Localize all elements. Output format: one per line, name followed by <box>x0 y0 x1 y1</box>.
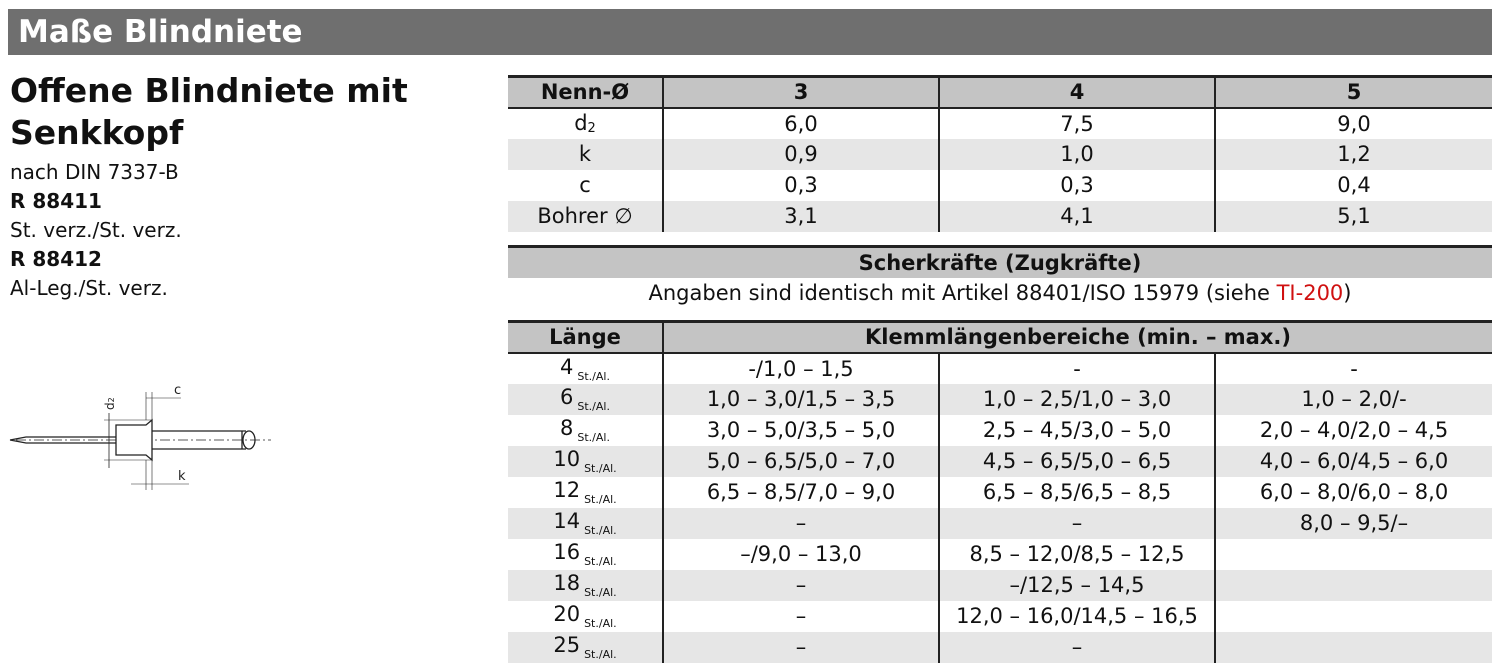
table-cell: - <box>939 353 1215 384</box>
shear-note: Angaben sind identisch mit Artikel 88401/ISO 15979 (siehe TI-200) <box>648 281 1352 305</box>
table-cell: 12,0 – 16,0/14,5 – 16,5 <box>939 601 1215 632</box>
table-cell: 5,1 <box>1215 201 1492 232</box>
dimensions-header-row <box>508 77 1492 108</box>
header-size-3: 3 <box>663 77 939 108</box>
length-cell: 18 $_{St./Al.}$ <box>508 570 663 601</box>
table-cell: 1,0 <box>939 139 1215 170</box>
table-cell: – <box>663 508 939 539</box>
table-cell: 8,0 – 9,5/– <box>1215 508 1492 539</box>
length-cell: 16 $_{St./Al.}$ <box>553 540 617 568</box>
product-norm: nach DIN 7337-B <box>10 160 179 184</box>
table-cell <box>1215 601 1492 632</box>
row-label: Bohrer ∅ <box>508 201 663 232</box>
table-cell: 2,5 – 4,5/3,0 – 5,0 <box>939 415 1215 446</box>
grip-range-table <box>508 320 1492 663</box>
table-cell: 4,5 – 6,5/5,0 – 6,5 <box>939 446 1215 477</box>
variant1-material: St. verz./St. verz. <box>10 218 182 242</box>
header-grip-range: Klemmlängenbereiche (min. – max.) <box>663 322 1492 353</box>
diagram-label-k: k <box>178 469 186 484</box>
shear-note-row <box>508 278 1492 309</box>
table-row <box>508 108 1492 139</box>
table-row <box>508 415 1492 446</box>
table-cell: 3,0 – 5,0/3,5 – 5,0 <box>663 415 939 446</box>
table-row <box>508 539 1492 570</box>
length-cell: 10 $_{St./Al.}$ <box>508 446 663 477</box>
row-label: k <box>508 139 663 170</box>
table-cell: 7,5 <box>939 108 1215 139</box>
table-row <box>508 139 1492 170</box>
header-size-5: 5 <box>1215 77 1492 108</box>
table-cell <box>1215 539 1492 570</box>
length-cell: 12 $_{St./Al.}$ <box>553 478 617 506</box>
table-cell: –/12,5 – 14,5 <box>939 570 1215 601</box>
length-cell: 14 $_{St./Al.}$ <box>508 508 663 539</box>
table-cell: 1,0 – 2,0/- <box>1215 384 1492 415</box>
table-cell: 9,0 <box>1215 108 1492 139</box>
table-cell: 0,4 <box>1215 170 1492 201</box>
table-row <box>508 353 1492 384</box>
table-row <box>508 632 1492 663</box>
table-cell: 4,0 – 6,0/4,5 – 6,0 <box>1215 446 1492 477</box>
section-banner <box>8 9 1492 55</box>
table-cell: 5,0 – 6,5/5,0 – 7,0 <box>663 446 939 477</box>
table-row <box>508 201 1492 232</box>
table-cell: 1,0 – 2,5/1,0 – 3,0 <box>939 384 1215 415</box>
table-row <box>508 477 1492 508</box>
table-cell: 6,0 <box>663 108 939 139</box>
row-label: d2 <box>574 111 596 136</box>
table-cell: 3,1 <box>663 201 939 232</box>
shear-header: Scherkräfte (Zugkräfte) <box>508 247 1492 278</box>
table-row <box>508 446 1492 477</box>
table-cell: 0,3 <box>663 170 939 201</box>
table-row <box>508 508 1492 539</box>
length-cell: 25 $_{St./Al.}$ <box>508 632 663 663</box>
table-cell: – <box>939 632 1215 663</box>
table-cell: – <box>663 632 939 663</box>
table-cell: –/9,0 – 13,0 <box>663 539 939 570</box>
table-row <box>508 601 1492 632</box>
table-cell <box>1215 570 1492 601</box>
length-cell: 20 $_{St./Al.}$ <box>553 602 617 630</box>
table-cell: 6,0 – 8,0/6,0 – 8,0 <box>1215 477 1492 508</box>
table-row <box>508 570 1492 601</box>
table-cell: 1,0 – 3,0/1,5 – 3,5 <box>663 384 939 415</box>
table-cell: - <box>1215 353 1492 384</box>
table-cell: 6,5 – 8,5/6,5 – 8,5 <box>939 477 1215 508</box>
table-row <box>508 170 1492 201</box>
variant2-code: R 88412 <box>10 247 102 271</box>
header-length: Länge <box>508 322 663 353</box>
table-cell: – <box>663 570 939 601</box>
header-nominal-diameter: Nenn-Ø <box>508 77 663 108</box>
row-label: c <box>579 173 591 197</box>
table-cell: 4,1 <box>939 201 1215 232</box>
table-row <box>508 384 1492 415</box>
variant2-material: Al-Leg./St. verz. <box>10 276 168 300</box>
variant1-code: R 88411 <box>10 189 102 213</box>
length-cell: 4 $_{St./Al.}$ <box>560 354 610 383</box>
product-title-line2: Senkkopf <box>10 113 184 152</box>
banner-title: Maße Blindniete <box>18 14 303 50</box>
diagram-label-c: c <box>174 383 182 398</box>
shear-header-row <box>508 247 1492 278</box>
length-cell: 8 $_{St./Al.}$ <box>560 416 610 444</box>
ti-200-link[interactable]: TI-200 <box>1276 281 1344 305</box>
shear-table <box>508 245 1492 309</box>
table-cell: 0,9 <box>663 139 939 170</box>
table-cell: 2,0 – 4,0/2,0 – 4,5 <box>1215 415 1492 446</box>
diagram-label-d-sub: 2 <box>107 397 116 403</box>
svg-text:d2 <box>103 397 117 410</box>
table-cell: – <box>663 601 939 632</box>
table-cell: -/1,0 – 1,5 <box>663 353 939 384</box>
length-cell: 6 $_{St./Al.}$ <box>508 384 663 415</box>
grip-header-row <box>508 322 1492 353</box>
table-cell: – <box>939 508 1215 539</box>
product-info <box>10 70 480 303</box>
dimensions-table <box>508 75 1492 232</box>
table-cell: 1,2 <box>1215 139 1492 170</box>
table-cell: 8,5 – 12,0/8,5 – 12,5 <box>939 539 1215 570</box>
header-size-4: 4 <box>939 77 1215 108</box>
table-cell: 0,3 <box>939 170 1215 201</box>
rivet-diagram <box>6 380 276 495</box>
table-cell <box>1215 632 1492 663</box>
diagram-label-d: d <box>103 402 117 410</box>
table-cell: 6,5 – 8,5/7,0 – 9,0 <box>663 477 939 508</box>
product-title-line1: Offene Blindniete mit <box>10 71 408 110</box>
